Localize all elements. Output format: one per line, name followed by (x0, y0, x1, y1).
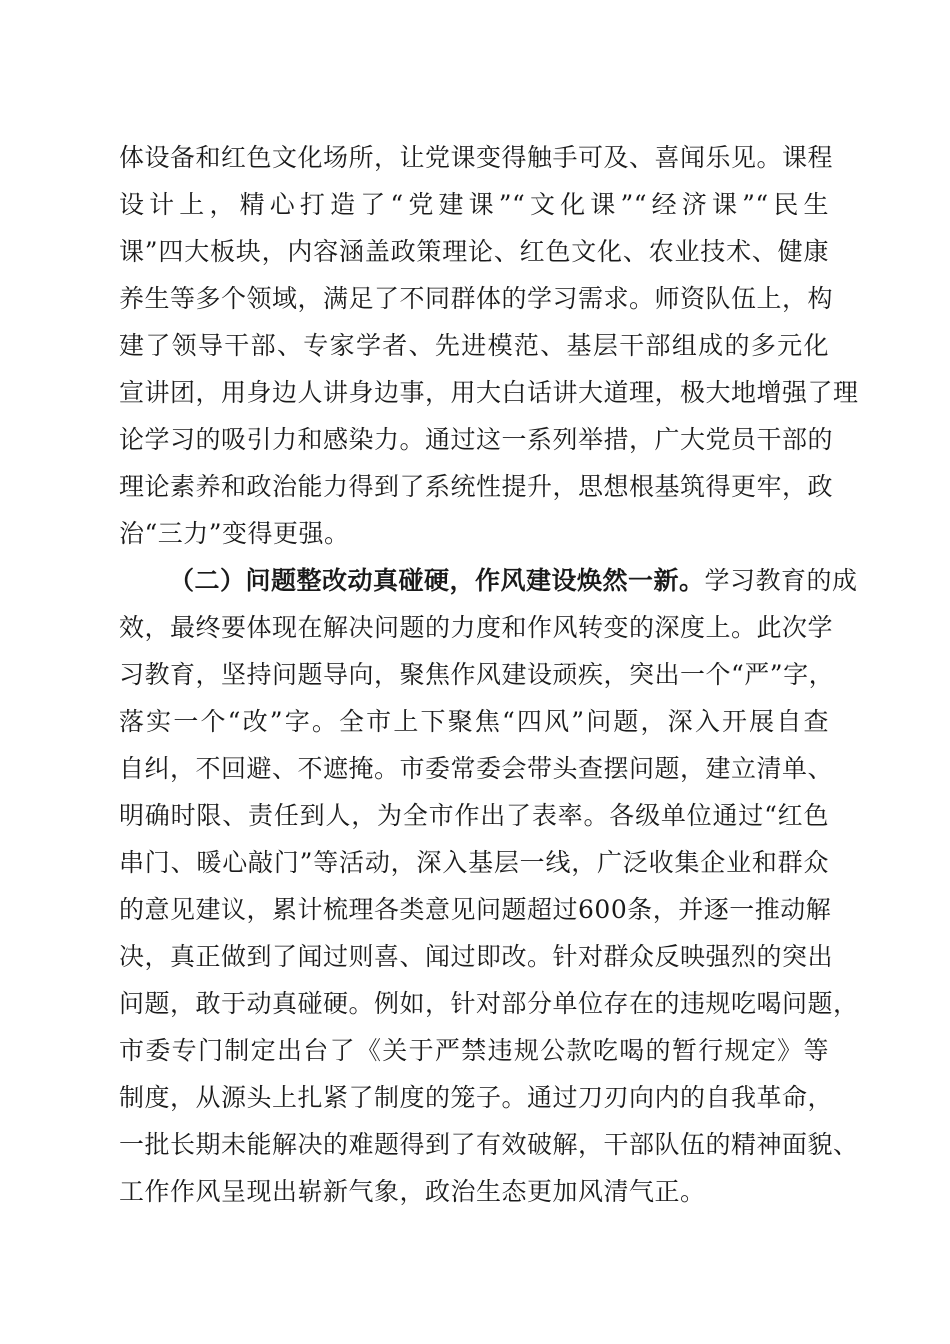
text-line: 串门、暖心敲门”等活动，深入基层一线，广泛收集企业和群众 (119, 848, 829, 877)
section-heading: （二）问题整改动真碰硬，作风建设焕然一新。 (169, 566, 705, 595)
text-line: 自纠，不回避、不遮掩。市委常委会带头查摆问题，建立清单、 (119, 754, 834, 783)
text-line: 工作作风呈现出崭新气象，政治生态更加风清气正。 (119, 1177, 706, 1206)
text-line: 养生等多个领域，满足了不同群体的学习需求。师资队伍上，构 (119, 284, 834, 313)
paragraph-2-first-line (169, 561, 858, 601)
text-line: 一批长期未能解决的难题得到了有效破解，干部队伍的精神面貌、 (119, 1130, 859, 1159)
text-line: 论学习的吸引力和感染力。通过这一系列举措，广大党员干部的 (119, 425, 834, 454)
heading-trailing-text: 学习教育的成 (704, 566, 858, 595)
text-line: 建了领导干部、专家学者、先进模范、基层干部组成的多元化 (119, 331, 829, 360)
text-line: 制度，从源头上扎紧了制度的笼子。通过刀刃向内的自我革命， (119, 1083, 834, 1112)
text-line: 效，最终要体现在解决问题的力度和作风转变的深度上。此次学 (119, 613, 834, 642)
text-line: 决，真正做到了闻过则喜、闻过即改。针对群众反映强烈的突出 (119, 942, 834, 971)
text-line: 治“三力”变得更强。 (119, 519, 350, 548)
text-line: 宣讲团，用身边人讲身边事，用大白话讲大道理，极大地增强了理 (119, 378, 859, 407)
text-line: 理论素养和政治能力得到了系统性提升，思想根基筑得更牢，政 (119, 472, 834, 501)
text-line: 习教育，坚持问题导向，聚焦作风建设顽疾，突出一个“严”字， (119, 660, 835, 689)
text-line: 课”四大板块，内容涵盖政策理论、红色文化、农业技术、健康 (119, 237, 829, 266)
text-line: 问题，敢于动真碰硬。例如，针对部分单位存在的违规吃喝问题， (119, 989, 859, 1018)
text-line: 落实一个“改”字。全市上下聚焦“四风”问题，深入开展自查 (119, 707, 829, 736)
text-line: 体设备和红色文化场所，让党课变得触手可及、喜闻乐见。课程 (119, 143, 834, 172)
text-line: 的意见建议，累计梳理各类意见问题超过600条，并逐一推动解 (119, 895, 832, 924)
text-line: 明确时限、责任到人，为全市作出了表率。各级单位通过“红色 (119, 801, 829, 830)
text-line: 设计上，精心打造了“党建课”“文化课”“经济课”“民生 (119, 190, 829, 219)
text-line: 市委专门制定出台了《关于严禁违规公款吃喝的暂行规定》等 (119, 1036, 829, 1065)
